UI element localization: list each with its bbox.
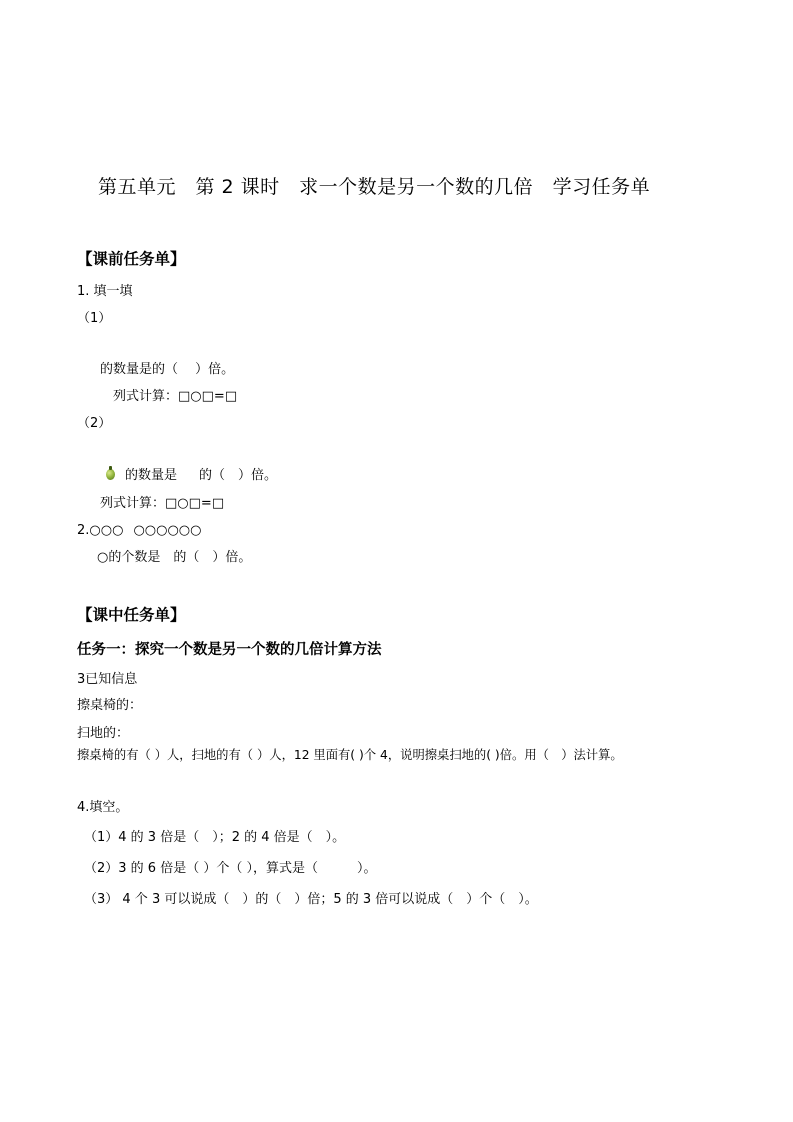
part-2-calc-formula: □○□=□ (165, 496, 225, 511)
question-2 (77, 522, 202, 540)
circle-group-a: ○○○ (89, 523, 124, 538)
task-1-title: 任务一：探究一个数是另一个数的几倍计算方法 (77, 642, 382, 658)
question-1-label: 1. 填一填 (77, 284, 133, 299)
part-1-label: （1） (77, 311, 112, 326)
part-2-sentence-b: 的（ ）倍。 (199, 468, 278, 483)
in-class-heading: 【课中任务单】 (77, 605, 186, 624)
part-2-label: （2） (77, 416, 112, 431)
page-title: 第五单元 第 2 课时 求一个数是另一个数的几倍 学习任务单 (98, 176, 651, 198)
part-2-sentence-a: 的数量是 (125, 468, 178, 483)
question-4-label: 4.填空。 (77, 800, 129, 815)
pre-class-heading: 【课前任务单】 (77, 249, 186, 268)
part-2-sentence (106, 467, 277, 485)
part-1-calc-label: 列式计算： (113, 389, 179, 404)
circle-group-b: ○○○○○○ (133, 523, 202, 538)
question-3-line-2: 扫地的： (77, 726, 130, 741)
question-2-sentence: ○的个数是 的（ ）倍。 (97, 550, 252, 565)
question-3-line-3: 擦桌椅的有（ ）人，扫地的有（ ）人，12 里面有( )个 4，说明擦桌扫地的( )倍。用（ ）法计算。 (77, 748, 623, 762)
part-2-calc-label: 列式计算： (100, 496, 166, 511)
question-4-item: （2）3 的 6 倍是（ ）个（ ），算式是（ ）。 (84, 861, 377, 876)
question-3-line-1: 擦桌椅的： (77, 698, 143, 713)
part-1-calc-formula: □○□=□ (178, 389, 238, 404)
fruit-icon (106, 469, 115, 480)
part-1-calc (113, 388, 237, 406)
question-4-item: （3） 4 个 3 可以说成（ ）的（ ）倍；5 的 3 倍可以说成（ ）个（ ）。 (84, 892, 538, 907)
question-2-label: 2. (77, 523, 90, 538)
question-4-item: （1）4 的 3 倍是（ ）；2 的 4 倍是（ ）。 (84, 830, 346, 845)
question-3-label: 3已知信息 (77, 672, 138, 687)
part-2-calc (100, 495, 224, 513)
part-1-sentence: 的数量是的（ ）倍。 (100, 362, 235, 377)
